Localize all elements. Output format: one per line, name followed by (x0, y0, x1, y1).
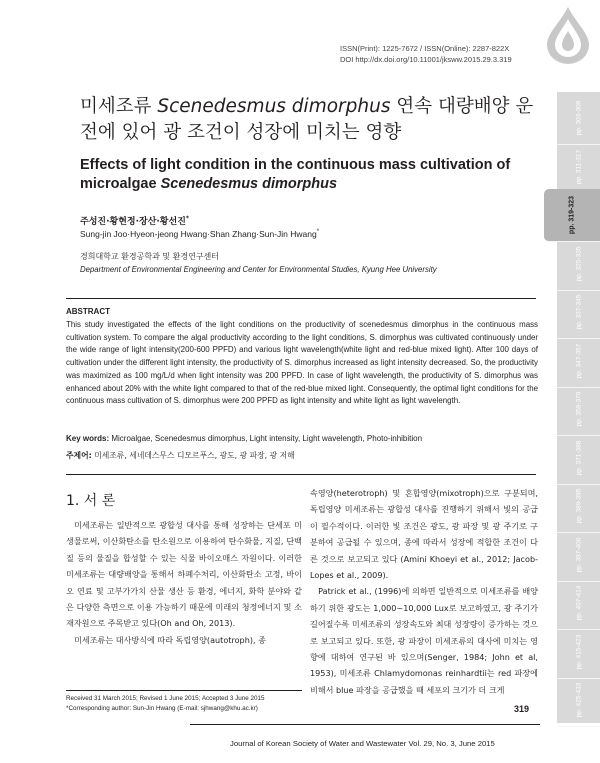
page-number: 319 (514, 704, 530, 714)
journal-drop-logo (543, 5, 593, 65)
authors-korean-text: 주성진·황현정·장산·황선진 (80, 217, 186, 227)
authors-english: Sung-jin Joo·Hyeon-jeong Hwang·Shan Zhang·Sun-Jin Hwang* (80, 229, 320, 239)
page-range-tab-label: pp. 397-406 (575, 537, 582, 572)
page-range-tab-label: pp. 389-395 (575, 488, 582, 524)
english-title-species: Scenedesmus dimorphus (160, 176, 338, 192)
korean-title-part2: 연속 대량배양 운전에 있어 광 조건이 성장에 미치는 영향 (80, 96, 534, 143)
abstract-heading: ABSTRACT (66, 307, 110, 316)
keywords (66, 434, 422, 443)
abstract-body: This study investigated the effects of the light conditions on the productivity of scenedesmus dimorphus in the continuous mass cultivation system. To compare the algal productivity according to the light conditions, S. dimorphus was cultivated continuously under the wide range of light intensity(200-600 PPFD) and various light wavelength(white light and red-blue mixed light). After 100 days of cultivation under the different light intensity, the productivity of S. dimorphus increased as light intensity decreased. So, the productivity was maximized as 100 mg/L/d when light intensity was 200 PPFD. In case of light wavelength, the productivity of S. dimorphus was enhanced about 20% with the white light compared to that of the red-blue mixed light. Consequently, the optimal light conditions for the continuous mass cultivation of S. dimorphus were 200 PPFD as light intensity and white light as light wavelength. (66, 320, 538, 406)
korean-title (80, 94, 540, 146)
korean-title-species: Scenedesmus dimorphus (157, 96, 391, 117)
left-column (66, 517, 302, 648)
keywords-korean-text: 미세조류, 세네데스무스 디모르푸스, 광도, 광 파장, 광 저해 (94, 451, 295, 460)
page-range-tab[interactable] (557, 626, 600, 679)
page-range-tab[interactable] (557, 480, 600, 533)
left-paragraph-1: 미세조류는 일반적으로 광합성 대사를 통해 성장하는 단세포 미생물로써, 이산화탄소를 탄소원으로 이용하여 탄수화물, 지질, 단백질 등의 물질을 합성할 수 있는 식물 바이오매스 자원이다. 이러한 미세조류는 대량배양을 통해서 하폐수처리, 이산화탄소 고정, 바이오 연료 및 고부가가치 산물 생산 등 환경, 에너지, 화학 분야와 같은 다양한 측면으로 이용 가능하기 때문에 미래의 청정에너지 및 소재자원으로 주목받고 있다(Oh and Oh, 2013). (66, 520, 302, 629)
page-range-tab-label: pp. 407-414 (575, 585, 582, 621)
page-range-tab-label: pp. 325-335 (575, 246, 582, 281)
abstract-bottom-rule (66, 474, 536, 475)
page-range-tab[interactable] (544, 189, 600, 242)
corresponding-author: *Corresponding author: Sun-Jin Hwang (E-mail: sjhwang@khu.ac.kr) (66, 705, 258, 712)
right-column (310, 485, 538, 698)
page-range-tab[interactable] (557, 335, 600, 388)
doi-line: DOI http://dx.doi.org/10.11001/jksww.2015.29.3.319 (340, 55, 512, 64)
affiliation-english: Department of Environmental Engineering and Center for Environmental Studies, Kyung Hee University (80, 265, 437, 274)
page-range-tab-label: pp. 337-345 (575, 294, 582, 330)
page-range-tab-label: pp. 319-323 (568, 195, 576, 235)
page-range-tab[interactable] (557, 383, 600, 436)
keywords-text: Microalgae, Scenedesmus dimorphus, Light intensity, Light wavelength, Photo-inhibition (111, 434, 423, 443)
abstract-top-rule (66, 298, 536, 299)
page-range-tabs (557, 92, 600, 723)
page-range-tab[interactable] (557, 577, 600, 630)
journal-footer: Journal of Korean Society of Water and Wastewater Vol. 29, No. 3, June 2015 (230, 739, 495, 748)
page-range-tab[interactable] (557, 529, 600, 582)
page-range-tab-label: pp. 415-423 (575, 634, 582, 669)
page-range-tab[interactable] (557, 674, 600, 727)
issn-line: ISSN(Print): 1225-7672 / ISSN(Online): 2287-822X (340, 44, 510, 53)
english-title-part1: Effects of light condition in the continuous mass cultivation of microalgae (80, 157, 511, 192)
footnote-rule (66, 690, 302, 691)
issn-doi-header (340, 43, 540, 65)
keywords-korean (66, 450, 295, 461)
english-title (80, 156, 540, 194)
keywords-label: Key words: (66, 434, 110, 443)
left-paragraph-2: 미세조류는 대사방식에 따라 독립영양(autotroph), 종 (74, 634, 266, 645)
right-paragraph-1: 속영양(heterotroph) 및 혼합영양(mixotroph)으로 구분되며, 독립영양 미세조류는 광합성 대사를 진행하기 위해서 빛의 공급이 필수적이다. 이러한 빛 조건은 광도, 광 파장 및 광 주기로 구분하여 공급될 수 있으며, 종에 따라서 성장에 적합한 조건이 다른 것으로 보고되고 있다 (Amini Khoeyi et al., 2012; Jacob-Lopes et al., 2009). (310, 488, 538, 581)
page-range-tab-label: pp. 371-388 (575, 440, 582, 475)
authors-korean: 주성진·황현정·장산·황선진* (80, 215, 190, 227)
page-range-tab-label: pp. 425-433 (575, 682, 582, 718)
section-title: 1. 서 론 (66, 493, 116, 509)
received-dates: Received 31 March 2015; Revised 1 June 2015; Accepted 3 June 2015 (66, 695, 265, 702)
page-range-tab[interactable] (557, 238, 600, 291)
page-range-tab[interactable] (557, 141, 600, 194)
footer-rule (190, 724, 540, 725)
affiliation-korean: 경희대학교 환경공학과 및 환경연구센터 (80, 252, 220, 261)
korean-title-part1: 미세조류 (80, 96, 158, 117)
right-paragraph-2: Patrick et al., (1996)에 의하면 일반적으로 미세조류를 배양하기 위한 광도는 1,000~10,000 Lux로 보고하였고, 광 주기가 길어질수록 미세조류의 성장속도와 최대 성장량이 증가하는 것으로 보고되고 있다. 또한, 광 파장이 미세조류의 대사에 미치는 영향에 대하여 연구된 바 있으며(Senger, 1984; John et al, 1953), 미세조류 Chlamydomonas reinhardtii는 red 파장에 비해서 blue 파장을 공급했을 때 세포의 크기가 더 크게 (310, 586, 538, 695)
page-range-tab[interactable] (557, 286, 600, 339)
page-range-tab-label: pp. 347-357 (575, 343, 582, 378)
footnotes (66, 694, 306, 714)
page-range-tab-label: pp. 303-309 (575, 100, 582, 136)
page-range-tab-label: pp. 311-317 (575, 149, 582, 184)
page-range-tab[interactable] (557, 432, 600, 485)
keywords-korean-label: 주제어: (66, 451, 92, 460)
authors-english-text: Sung-jin Joo·Hyeon-jeong Hwang·Shan Zhang·Sun-Jin Hwang (80, 229, 317, 239)
page-range-tab-label: pp. 359-370 (575, 391, 582, 427)
page-range-tab[interactable] (557, 92, 600, 145)
